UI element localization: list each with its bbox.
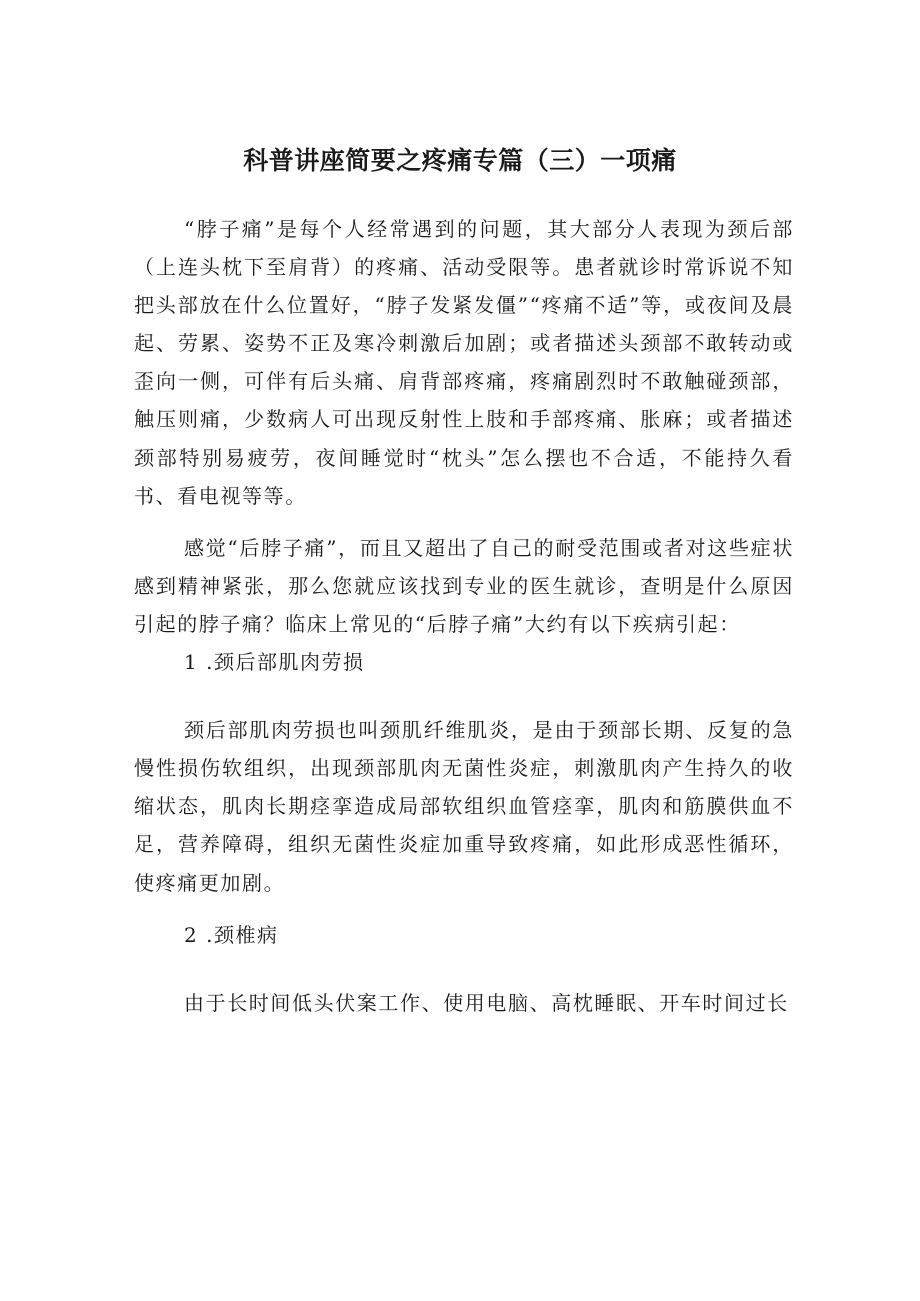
paragraph-intro: “脖子痛”是每个人经常遇到的问题，其大部分人表现为颈后部（上连头枕下至肩背）的疼痛、活动受限等。患者就诊时常诉说不知把头部放在什么位置好，“脖子发紧发僵”“疼痛不适”等，或夜间及晨起、劳累、姿势不正及寒冷刺激后加剧；或者描述头颈部不敢转动或歪向一侧，可伴有后头痛、肩背部疼痛，疼痛剧烈时不敢触碰颈部，触压则痛，少数病人可出现反射性上肢和手部疼痛、胀麻；或者描述颈部特别易疲劳，夜间睡觉时“枕头”怎么摆也不合适，不能持久看书、看电视等等。 bbox=[134, 217, 794, 508]
section-heading-cervical-spondylosis: 2 .颈椎病 bbox=[184, 922, 279, 947]
paragraph-causes: 感觉“后脖子痛”，而且又超出了自己的耐受范围或者对这些症状感到精神紧张，那么您就应该找到专业的医生就诊，查明是什么原因引起的脖子痛？临床上常见的“后脖子痛”大约有以下疾病引起： bbox=[134, 535, 794, 636]
paragraph-cervical-spondylosis: 由于长时间低头伏案工作、使用电脑、高枕睡眠、开车时间过长 bbox=[184, 990, 789, 1015]
section-heading-muscle-strain: 1 .颈后部肌肉劳损 bbox=[184, 650, 365, 675]
paragraph-spacer bbox=[134, 954, 794, 984]
paragraph-spacer bbox=[134, 515, 794, 529]
paragraph-spacer bbox=[134, 681, 794, 711]
document-title: 科普讲座简要之疼痛专篇（三）一项痛 bbox=[243, 146, 677, 175]
paragraph-spacer bbox=[134, 902, 794, 916]
paragraph-muscle-strain: 颈后部肌肉劳损也叫颈肌纤维肌炎，是由于颈部长期、反复的急慢性损伤软组织，出现颈部肌肉无菌性炎症，刺激肌肉产生持久的收缩状态，肌肉长期痉挛造成局部软组织血管痉挛，肌肉和筋膜供血不足，营养障碍，组织无菌性炎症加重导致疼痛，如此形成恶性循环，使疼痛更加剧。 bbox=[134, 718, 794, 895]
document-body bbox=[134, 210, 794, 1022]
